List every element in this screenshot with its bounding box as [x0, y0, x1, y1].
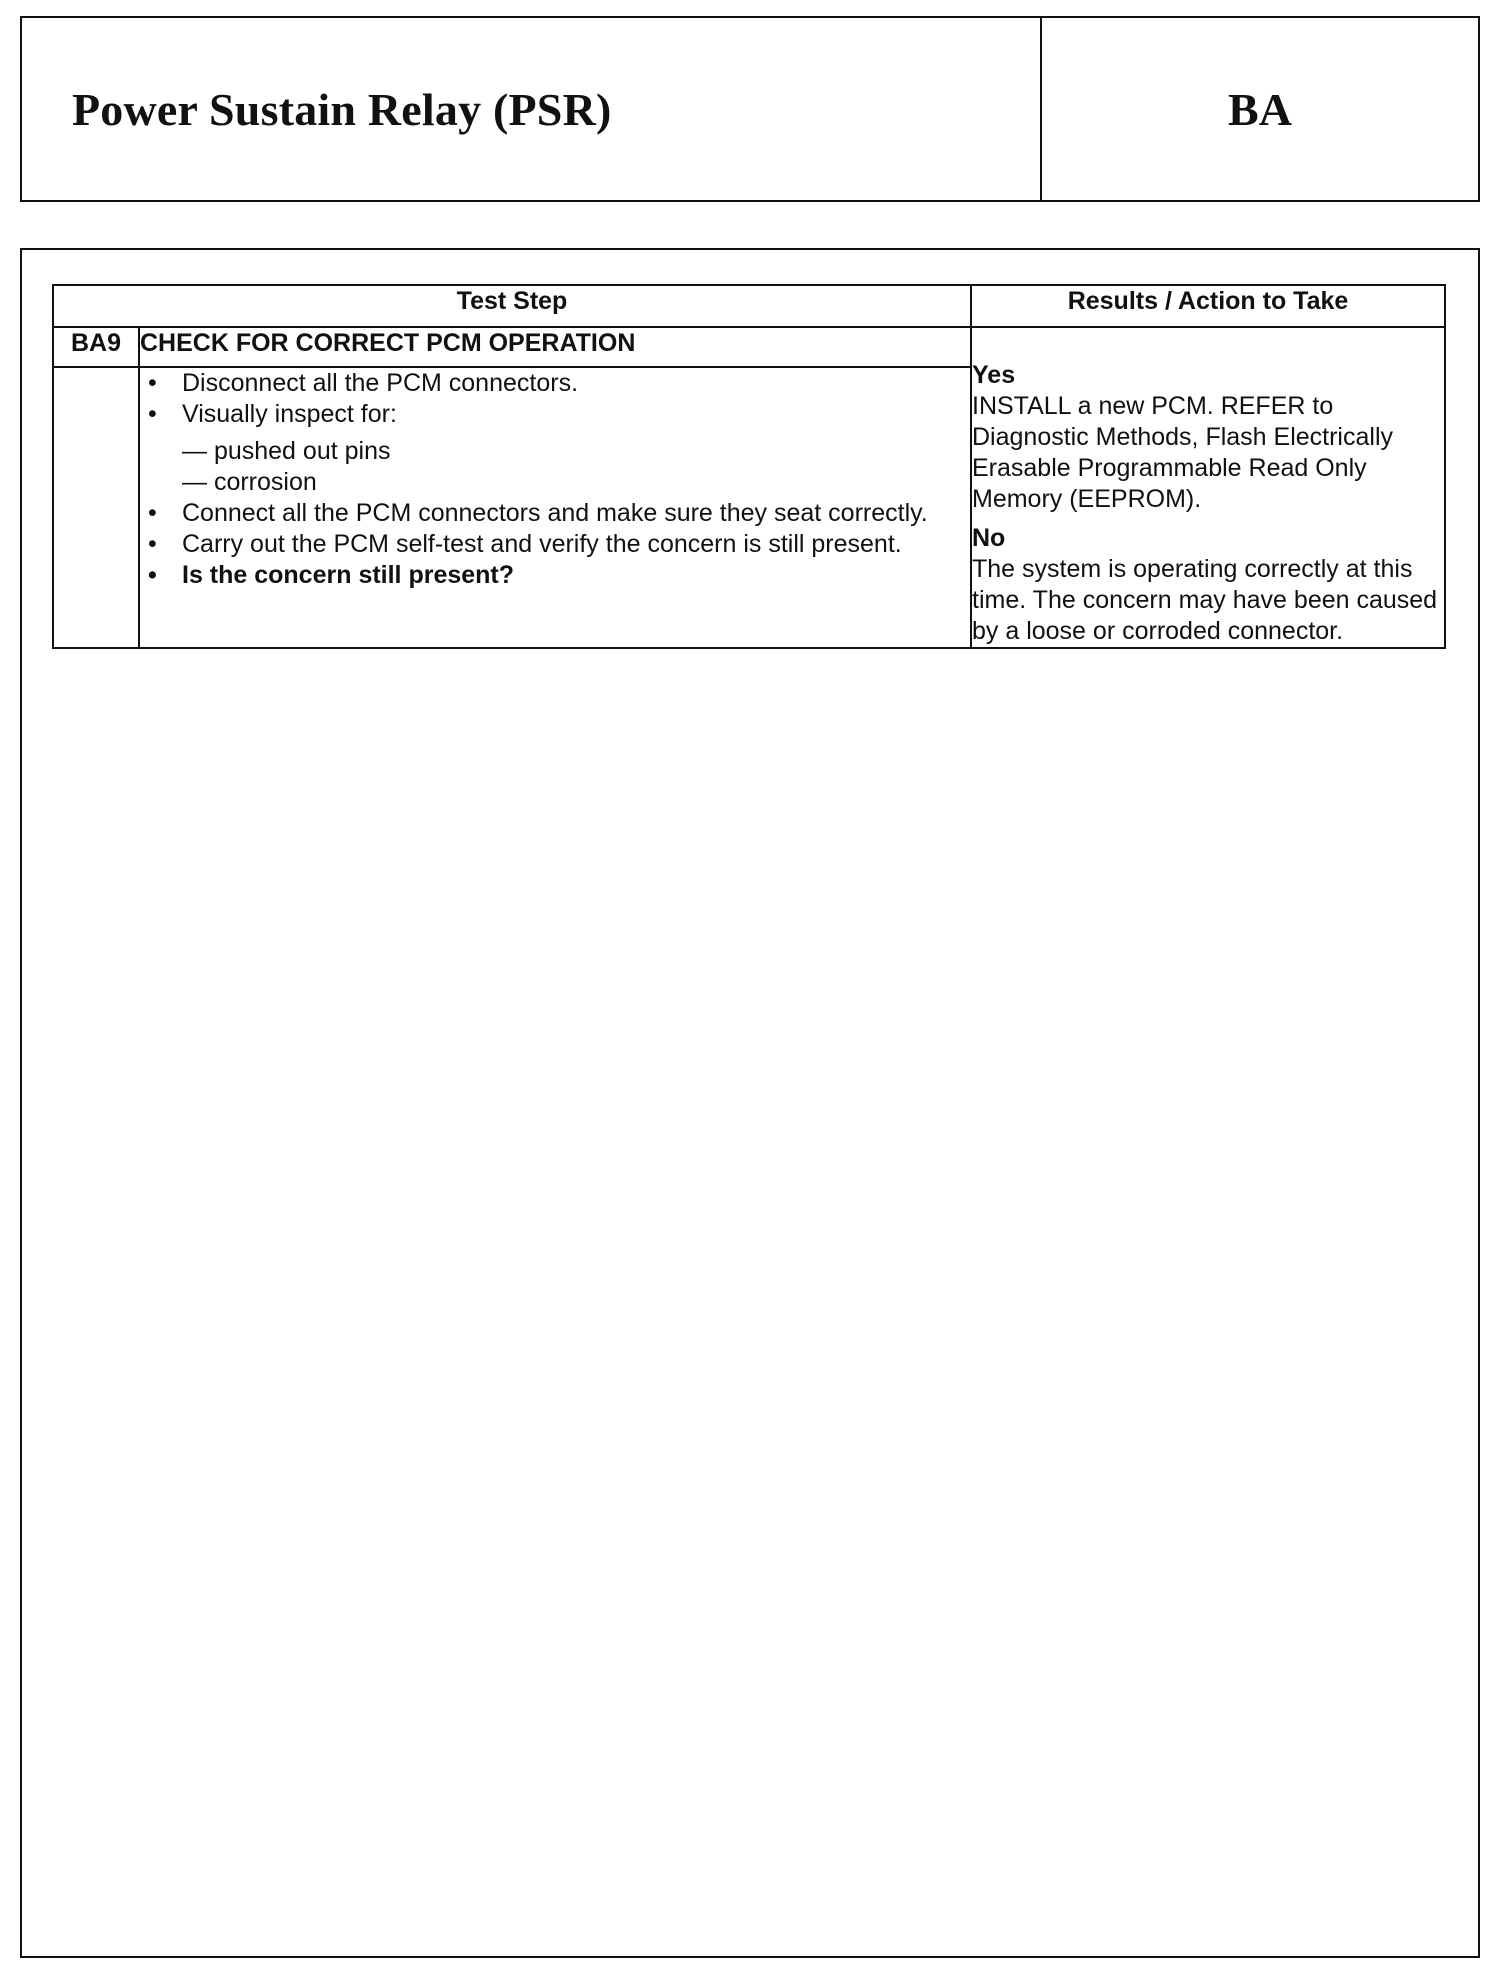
sub-item: — pushed out pins: [182, 437, 391, 465]
page-header: [20, 16, 1480, 202]
step-id: BA9: [53, 327, 139, 367]
header-code-cell: [1042, 18, 1478, 200]
instruction-item: [140, 399, 970, 498]
instruction-question: [140, 560, 970, 591]
sub-item: — corrosion: [182, 468, 317, 496]
header-title-cell: [22, 18, 1042, 200]
instruction-item: [140, 498, 970, 529]
bullet-icon: •: [148, 530, 157, 558]
bullet-icon: •: [148, 499, 157, 527]
instruction-item: [140, 368, 970, 399]
test-step-table: [52, 284, 1446, 649]
instruction-text: Visually inspect for:: [182, 400, 397, 428]
bullet-icon: •: [148, 561, 157, 589]
bullet-icon: •: [148, 369, 157, 397]
results-gap: [972, 515, 1444, 523]
result-no-label: No: [972, 524, 1006, 552]
section-code: BA: [1228, 83, 1292, 135]
page-title: Power Sustain Relay (PSR): [72, 83, 612, 135]
inspection-sublist: [182, 436, 970, 498]
results-top-spacer: [972, 328, 1444, 360]
column-header-test-step: Test Step: [53, 285, 971, 327]
instruction-text: Disconnect all the PCM connectors.: [182, 369, 579, 397]
column-header-results: Results / Action to Take: [971, 285, 1445, 327]
results-cell: [971, 327, 1445, 648]
instruction-item: [140, 529, 970, 560]
instruction-text: Carry out the PCM self-test and verify the concern is still present.: [182, 530, 902, 558]
step-body: [139, 367, 971, 648]
table-header-row: [53, 285, 1445, 327]
step-title-row: [53, 327, 1445, 367]
result-no-text: The system is operating correctly at this time. The concern may have been caused by a loose or corroded connector.: [972, 555, 1438, 645]
step-body-spacer: [53, 367, 139, 648]
result-yes-text: INSTALL a new PCM. REFER to Diagnostic Methods, Flash Electrically Erasable Programmable Read Only Memory (EEPROM).: [972, 392, 1393, 513]
result-yes-label: Yes: [972, 361, 1016, 389]
bullet-icon: •: [148, 400, 157, 428]
question-text: Is the concern still present?: [182, 561, 515, 589]
instruction-text: Connect all the PCM connectors and make sure they seat correctly.: [182, 499, 928, 527]
step-instructions: [140, 368, 970, 591]
step-title: CHECK FOR CORRECT PCM OPERATION: [139, 327, 971, 367]
